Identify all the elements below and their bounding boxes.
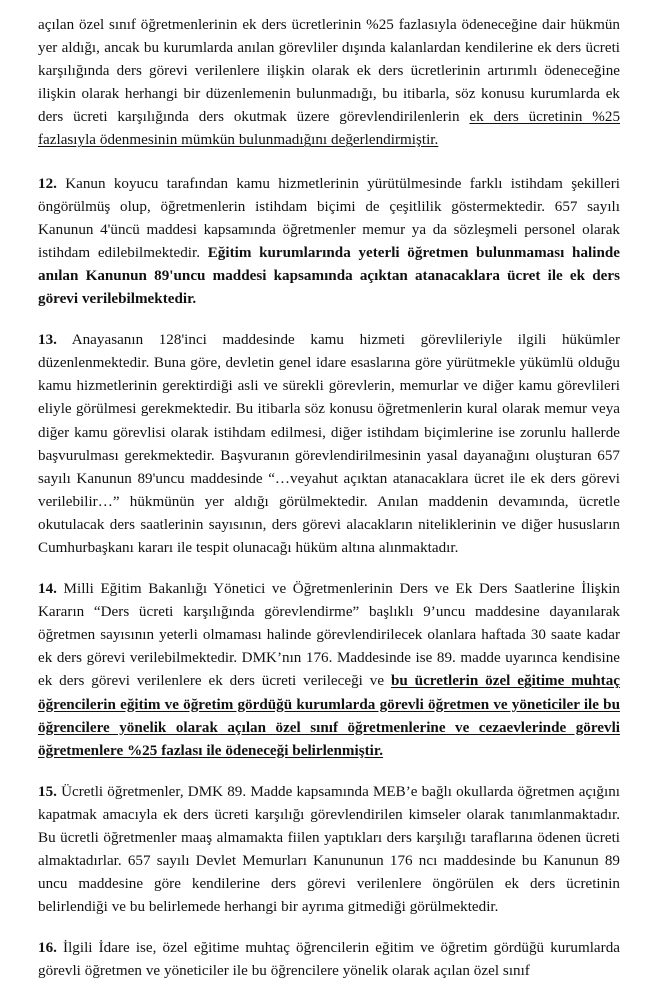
paragraph-14: [38, 578, 620, 763]
paragraph-13: [38, 329, 620, 560]
paragraph-run-text: İlgili İdare ise, özel eğitime muhtaç öğrencilerin eğitim ve öğretim gördüğü kurumlarda görevli öğretmen ve yöneticiler ile bu öğrencilere yönelik olarak açılan özel sınıf: [38, 940, 620, 980]
paragraph-12: [38, 173, 620, 312]
paragraph-run-bold-underlined: bu ücretlerin özel eğitime muhtaç öğrencilerin eğitim ve öğretim gördüğü kurumlarda görevli öğretmen ve yöneticiler ile bu öğrencilere yönelik olarak açılan özel sınıf öğretmenlerine ve cezaevlerinde görevli öğretmenlere %25 fazlası ile ödeneceği belirlenmiştir.: [38, 673, 621, 759]
paragraph-number-12: 12.: [38, 175, 57, 192]
paragraph-15: [38, 781, 620, 920]
paragraph-16: [38, 937, 620, 983]
paragraph-run-bold: Eğitim kurumlarında yeterli öğretmen bulunmaması halinde anılan Kanunun 89'uncu maddesi kapsamında açıktan atanacaklara ücret ile ek ders görevi verilebilmektedir.: [38, 244, 620, 308]
paragraph-run-text: Milli Eğitim Bakanlığı Yönetici ve Öğretmenlerinin Ders ve Ek Ders Saatlerine İlişkin Kararın “Ders ücreti karşılığında görevlendirme” başlıklı 9’uncu maddesine dayanılarak öğretmen sayısının yeterli olmaması halinde görevlendirilecek olanlara haftada 30 saate kadar ek ders görevi verilebilmektedir. DMK’nın 176. Maddesinde ise 89. madde uyarınca kendisine ek ders görevi verilenlere ek ders ücreti verileceği ve: [38, 581, 620, 690]
paragraph-run-text: açılan özel sınıf öğretmenlerinin ek ders ücretlerinin %25 fazlasıyla ödeneceğine dair hükmün yer aldığı, ancak bu kurumlarda anılan görevliler dışında kalanlardan kendilerine ek ders ücreti karşılığında ders görevi verilenlere ilişkin olarak ek ders ücretlerinin artırımlı ödeneceğine ilişkin olarak herhangi bir düzenlemenin bulunmadığı, bu itibarla, söz konusu kurumlarda ek ders ücreti karşılığında ders okutmak üzere görevlendirilenlerin: [38, 17, 620, 126]
paragraph-run-text: Anayasanın 128'inci maddesinde kamu hizmeti görevlileriyle ilgili hükümler düzenlenmektedir. Buna göre, devletin genel idare esaslarına göre yürütmekle yükümlü olduğu kamu hizmetlerinin gerektirdiği asli ve sürekli görevlerin, memurlar ve diğer kamu görevlileri eliyle görülmesi gerekmektedir. Bu itibarla söz konusu öğretmenlerin kural olarak memur veya diğer kamu görevlisi olarak istihdam edilmesi, diğer istihdam biçimlerine ise zorunlu hallerde başvurulması gerekmektedir. Başvuranın görevlendirilmesinin yasal dayanağını oluşturan 657 sayılı Kanunun 89'uncu maddesinde “…veyahut açıktan atanacaklara ücret ile ek ders görevi verilebilir…” hükmünün yer aldığı görülmektedir. Anılan maddenin devamında, ücretle okutulacak ders saatlerinin sayısının, ders görevi alacakların niteliklerinin ve diğer hususların Cumhurbaşkanı kararı ile tespit olunacağı hüküm altına alınmaktadır.: [38, 332, 620, 556]
paragraph-run-underlined: ek ders ücretinin %25 fazlasıyla ödenmesinin mümkün bulunmadığını değerlendirmiştir.: [38, 109, 621, 149]
paragraph-run-text: Ücretli öğretmenler, DMK 89. Madde kapsamında MEB’e bağlı okullarda öğretmen açığını kapatmak amacıyla ek ders ücreti karşılığı görevlendirilen kimseler olarak tanımlanmaktadır. Bu ücretli öğretmenler maaş almamakta fiilen yaptıkları ders karşılığı taraflarına ödenen ücreti almaktadırlar. 657 sayılı Devlet Memurları Kanununun 176 ncı maddesinde bu Kanunun 89 uncu maddesine göre kendilerine ders görevi verilenlere öngörülen ek ders ücretinin belirlendiği ve bu belirlemede herhangi bir ayrıma gitmediği görülmektedir.: [38, 783, 620, 916]
paragraph-run-text: Kanun koyucu tarafından kamu hizmetlerinin yürütülmesinde farklı istihdam şekilleri öngörülmüş olup, öğretmenlerin istihdam biçimi de çeşitlilik göstermektedir. 657 sayılı Kanunun 4'üncü maddesi kapsamında öğretmenler memur ya da sözleşmeli personel olarak istihdam edilebilmektedir.: [38, 175, 620, 261]
paragraph-number-16: 16.: [38, 940, 57, 957]
paragraph-continued-top: [38, 14, 620, 153]
paragraph-number-14: 14.: [38, 581, 57, 598]
paragraph-number-13: 13.: [38, 332, 57, 349]
paragraph-number-15: 15.: [38, 783, 57, 800]
